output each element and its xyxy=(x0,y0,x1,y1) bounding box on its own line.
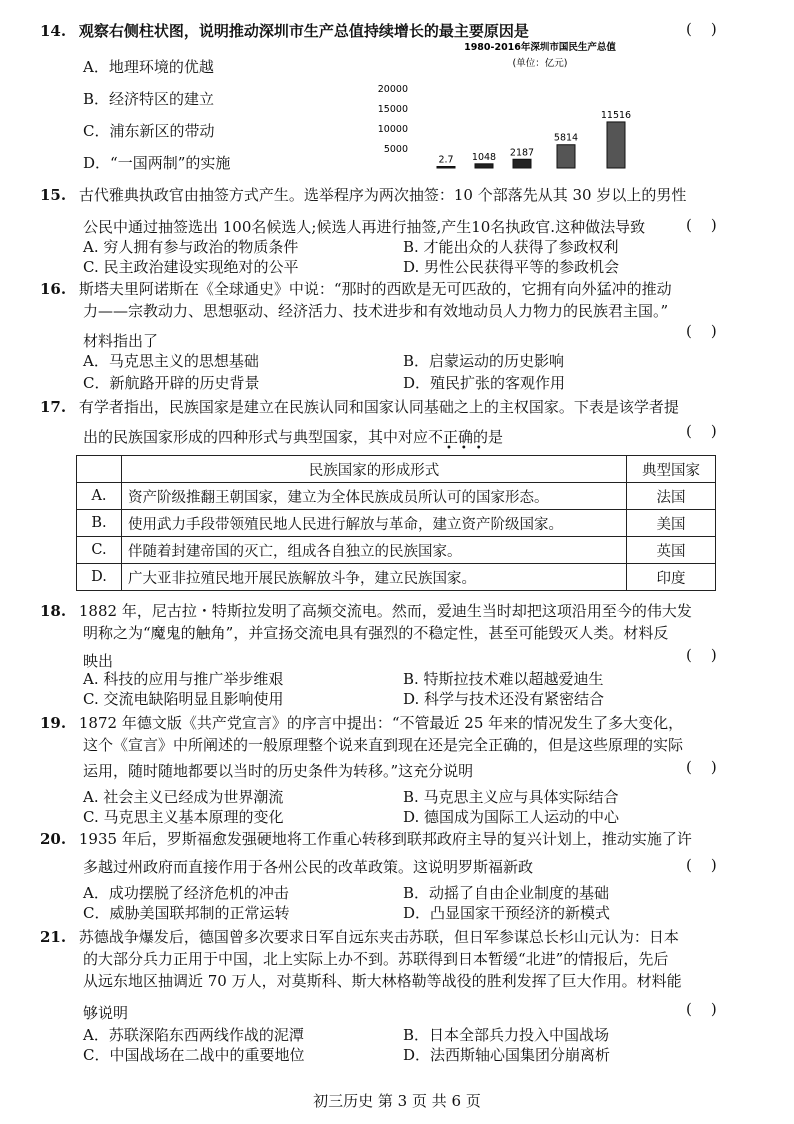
y-tick-label: 15000 xyxy=(377,104,408,115)
q19-answer-bracket[interactable]: ( ) xyxy=(686,758,717,776)
y-tick-label: 5000 xyxy=(383,144,408,155)
q19-option-a[interactable]: A. 社会主义已经成为世界潮流 xyxy=(83,788,284,806)
bar xyxy=(513,159,531,168)
q21-answer-bracket[interactable]: ( ) xyxy=(686,1000,717,1018)
q17-text-1: 有学者指出，民族国家是建立在民族认同和国家认同基础之上的主权国家。下表是该学者提 xyxy=(78,398,679,416)
bar xyxy=(607,122,625,168)
row-country: 法国 xyxy=(627,483,716,510)
q21-line2: 的大部分兵力正用于中国，北上实际上办不到。苏联得到日本暂缓“北进”的情报后，先后 xyxy=(83,950,669,968)
q17-line2: 出的民族国家形成的四种形式与典型国家，其中对应不正确的是 xyxy=(83,428,504,446)
table-row xyxy=(77,510,716,537)
q17-answer-bracket[interactable]: ( ) xyxy=(686,422,717,440)
q16-number: 16. xyxy=(40,280,67,298)
q19-option-b[interactable]: B. 马克思主义应与具体实际结合 xyxy=(403,788,619,806)
q19-number: 19. xyxy=(40,714,67,732)
q20-line2: 多越过州政府而直接作用于各州公民的改革政策。这说明罗斯福新政 xyxy=(83,858,534,876)
q16-option-b[interactable]: B．启蒙运动的历史影响 xyxy=(403,352,565,370)
row-country: 美国 xyxy=(627,510,716,537)
q18-line2: 明称之为“魔鬼的触角”，并宣扬交流电具有强烈的不稳定性，甚至可能毁灭人类。材料反 xyxy=(83,624,669,642)
row-form: 伴随着封建帝国的灭亡，组成各自独立的民族国家。 xyxy=(122,537,627,564)
q17-line1 xyxy=(40,396,679,417)
bar-value-label: 1048 xyxy=(471,151,497,163)
row-form: 使用武力手段带领殖民地人民进行解放与革命，建立资产阶级国家。 xyxy=(122,510,627,537)
chart-subtitle: (单位：亿元) xyxy=(512,58,568,69)
q15-option-c[interactable]: C. 民主政治建设实现绝对的公平 xyxy=(83,258,299,276)
q20-option-c[interactable]: C．威胁美国联邦制的正常运转 xyxy=(83,904,290,922)
table-header-form: 民族国家的形成形式 xyxy=(122,456,627,483)
q14-option-c[interactable]: C．浦东新区的带动 xyxy=(83,122,215,140)
row-label: C. xyxy=(77,537,122,564)
q18-option-a[interactable]: A. 科技的应用与推广举步维艰 xyxy=(83,670,284,688)
q16-answer-bracket[interactable]: ( ) xyxy=(686,322,717,340)
row-label: B. xyxy=(77,510,122,537)
bar xyxy=(437,167,455,169)
table-header-blank xyxy=(77,456,122,483)
q15-option-d[interactable]: D. 男性公民获得平等的参政机会 xyxy=(403,258,620,276)
q18-answer-bracket[interactable]: ( ) xyxy=(686,646,717,664)
q16-line3: 材料指出了 xyxy=(83,332,159,350)
q14-option-a[interactable]: A．地理环境的优越 xyxy=(83,58,214,76)
table-row xyxy=(77,537,716,564)
row-label: A. xyxy=(77,483,122,510)
table-header-row xyxy=(77,456,716,483)
q16-option-a[interactable]: A．马克思主义的思想基础 xyxy=(83,352,259,370)
q20-option-b[interactable]: B．动摇了自由企业制度的基础 xyxy=(403,884,610,902)
q18-line1 xyxy=(40,600,692,621)
q14-text: 观察右侧柱状图，说明推动深圳市生产总值持续增长的最主要原因是 xyxy=(78,22,529,40)
q19-text-1: 1872 年德文版《共产党宣言》的序言中提出：“不管最近 25 年来的情况发生了多大变化， xyxy=(78,714,684,732)
q20-line1 xyxy=(40,828,692,849)
q16-text-1: 斯塔夫里阿诺斯在《全球通史》中说：“那时的西欧是无可匹敌的，它拥有向外猛冲的推动 xyxy=(78,280,672,298)
q16-option-c[interactable]: C．新航路开辟的历史背景 xyxy=(83,374,260,392)
q19-line2: 这个《宣言》中所阐述的一般原理整个说来直到现在还是完全正确的，但是这些原理的实际 xyxy=(83,736,684,754)
q21-line1 xyxy=(40,926,679,947)
nation-state-table xyxy=(76,455,716,591)
q21-line3: 从远东地区抽调近 70 万人，对莫斯科、斯大林格勒等战役的胜利发挥了巨大作用。材料能 xyxy=(83,972,682,990)
q20-text-1: 1935 年后，罗斯福愈发强硬地将工作重心转移到联邦政府主导的复兴计划上，推动实施了许 xyxy=(78,830,692,848)
row-form: 资产阶级推翻王朝国家，建立为全体民族成员所认可的国家形态。 xyxy=(122,483,627,510)
table-row xyxy=(77,483,716,510)
q15-option-a[interactable]: A. 穷人拥有参与政治的物质条件 xyxy=(83,238,299,256)
q20-option-d[interactable]: D．凸显国家干预经济的新模式 xyxy=(403,904,611,922)
q18-option-d[interactable]: D. 科学与技术还没有紧密结合 xyxy=(403,690,605,708)
q19-option-d[interactable]: D. 德国成为国际工人运动的中心 xyxy=(403,808,620,826)
y-tick-label: 20000 xyxy=(377,84,408,95)
chart-title: 1980-2016年深圳市国民生产总值 xyxy=(464,42,616,53)
q21-option-b[interactable]: B．日本全部兵力投入中国战场 xyxy=(403,1026,610,1044)
bar-value-label: 2.7 xyxy=(438,154,454,166)
q21-text-1: 苏德战争爆发后，德国曾多次要求日军自远东夹击苏联，但日军参谋总长杉山元认为：日本 xyxy=(78,928,679,946)
q21-line4: 够说明 xyxy=(83,1004,129,1022)
bar-value-label: 2187 xyxy=(509,147,535,159)
q16-line2: 力——宗教动力、思想驱动、经济活力、技术进步和有效地动员人力物力的民族君主国。” xyxy=(83,302,669,320)
q15-text-1: 古代雅典执政官由抽签方式产生。选举程序为两次抽签：10 个部落先从其 30 岁以上的男性 xyxy=(78,186,687,204)
q15-line1 xyxy=(40,184,686,205)
q21-option-c[interactable]: C．中国战场在二战中的重要地位 xyxy=(83,1046,305,1064)
q19-line3: 运用，随时随地都要以当时的历史条件为转移。”这充分说明 xyxy=(83,762,474,780)
q21-option-d[interactable]: D．法西斯轴心国集团分崩离析 xyxy=(403,1046,611,1064)
table-header-country: 典型国家 xyxy=(627,456,716,483)
q20-number: 20. xyxy=(40,830,67,848)
q15-answer-bracket[interactable]: ( ) xyxy=(686,216,717,234)
q19-option-c[interactable]: C. 马克思主义基本原理的变化 xyxy=(83,808,284,826)
q14-answer-bracket[interactable]: ( ) xyxy=(686,20,717,38)
q14-number: 14. xyxy=(40,22,67,40)
q20-answer-bracket[interactable]: ( ) xyxy=(686,856,717,874)
gdp-bar-chart xyxy=(370,38,670,178)
q18-option-c[interactable]: C. 交流电缺陷明显且影响使用 xyxy=(83,690,284,708)
q14-option-d[interactable]: D．“一国两制”的实施 xyxy=(83,154,231,172)
q15-line2: 公民中通过抽签选出 100名候选人;候选人再进行抽签,产生10名执政官.这种做法导致 xyxy=(83,218,646,236)
y-tick-label: 10000 xyxy=(377,124,408,135)
bar-value-label: 11516 xyxy=(600,109,632,121)
q18-line3: 映出 xyxy=(83,652,114,670)
bar xyxy=(557,145,575,168)
bar-value-label: 5814 xyxy=(553,132,579,144)
q18-text-1: 1882 年，尼古拉・特斯拉发明了高频交流电。然而，爱迪生当时却把这项沿用至今的伟大发 xyxy=(78,602,692,620)
q15-number: 15. xyxy=(40,186,67,204)
row-label: D. xyxy=(77,564,122,591)
q16-option-d[interactable]: D．殖民扩张的客观作用 xyxy=(403,374,566,392)
q17-number: 17. xyxy=(40,398,67,416)
row-country: 英国 xyxy=(627,537,716,564)
emphasis-dots: ••• xyxy=(446,443,491,454)
q21-option-a[interactable]: A．苏联深陷东西两线作战的泥潭 xyxy=(83,1026,304,1044)
q21-number: 21. xyxy=(40,928,67,946)
q18-option-b[interactable]: B. 特斯拉技术难以超越爱迪生 xyxy=(403,670,604,688)
page-footer: 初三历史 第 3 页 共 6 页 xyxy=(313,1092,481,1110)
table-row xyxy=(77,564,716,591)
q20-option-a[interactable]: A．成功摆脱了经济危机的冲击 xyxy=(83,884,289,902)
q15-option-b[interactable]: B. 才能出众的人获得了参政权利 xyxy=(403,238,619,256)
row-country: 印度 xyxy=(627,564,716,591)
q14-option-b[interactable]: B．经济特区的建立 xyxy=(83,90,215,108)
row-form: 广大亚非拉殖民地开展民族解放斗争，建立民族国家。 xyxy=(122,564,627,591)
bar xyxy=(475,164,493,168)
q18-number: 18. xyxy=(40,602,67,620)
q19-line1 xyxy=(40,712,683,733)
q16-line1 xyxy=(40,278,672,299)
